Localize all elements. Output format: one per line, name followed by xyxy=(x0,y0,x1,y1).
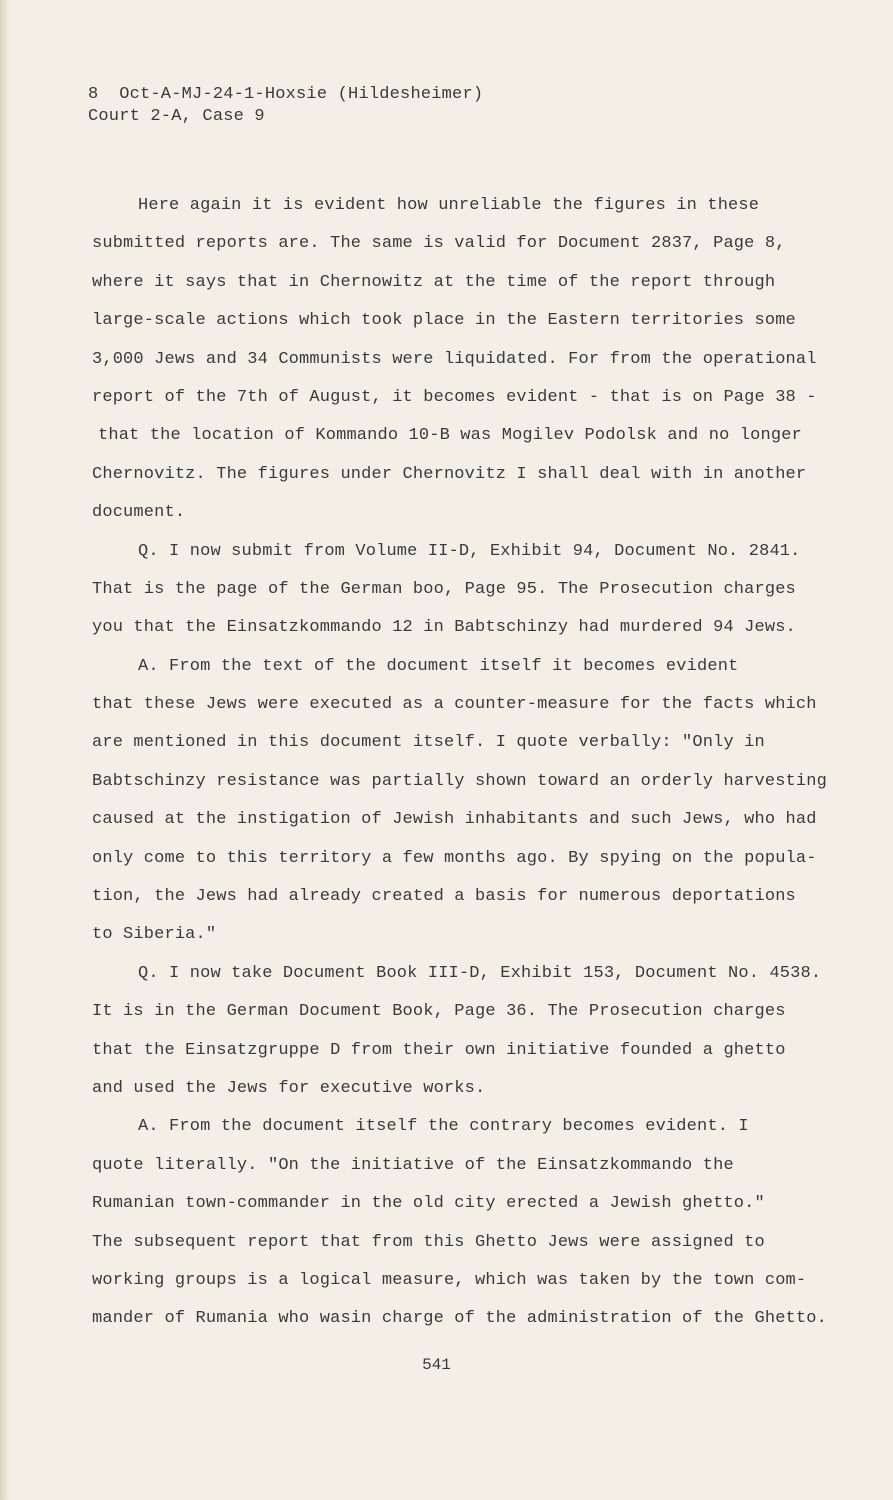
header-court-case: Court 2-A, Case 9 xyxy=(88,107,265,126)
text-line: document. xyxy=(92,503,186,523)
text-line: Q. I now submit from Volume II-D, Exhibit 94, Document No. 2841. xyxy=(138,541,801,561)
text-line: Chernovitz. The figures under Chernovitz I shall deal with in another xyxy=(92,464,807,484)
text-line: It is in the German Document Book, Page 36. The Prosecution charges xyxy=(92,1002,786,1022)
text-line: that the Einsatzgruppe D from their own initiative founded a ghetto xyxy=(92,1040,786,1060)
text-line: to Siberia." xyxy=(92,925,217,945)
text-line: Q. I now take Document Book III-D, Exhibit 153, Document No. 4538. xyxy=(138,963,822,983)
text-line: tion, the Jews had already created a basis for numerous deportations xyxy=(92,887,796,907)
text-line: That is the page of the German boo, Page 95. The Prosecution charges xyxy=(92,579,796,599)
text-line: where it says that in Chernowitz at the time of the report through xyxy=(92,272,776,292)
page-number xyxy=(0,1356,893,1374)
page-number-text: 541 xyxy=(422,1356,451,1374)
text-line: A. From the text of the document itself it becomes evident xyxy=(138,656,739,676)
text-line: Here again it is evident how unreliable the figures in these xyxy=(138,196,760,215)
text-line: caused at the instigation of Jewish inhabitants and such Jews, who had xyxy=(92,810,817,830)
text-line: you that the Einsatzkommando 12 in Babtschinzy had murdered 94 Jews. xyxy=(92,618,796,638)
text-line: quote literally. "On the initiative of the Einsatzkommando the xyxy=(92,1155,734,1175)
text-line: Babtschinzy resistance was partially shown toward an orderly harvesting xyxy=(92,771,827,791)
text-line: Rumanian town-commander in the old city erected a Jewish ghetto." xyxy=(92,1194,765,1214)
text-line: 3,000 Jews and 34 Communists were liquidated. For from the operational xyxy=(92,349,817,369)
text-line: mander of Rumania who wasin charge of the administration of the Ghetto. xyxy=(92,1309,827,1329)
text-line: working groups is a logical measure, which was taken by the town com- xyxy=(92,1270,807,1290)
text-line: large-scale actions which took place in the Eastern territories some xyxy=(92,311,796,331)
text-line: The subsequent report that from this Ghetto Jews were assigned to xyxy=(92,1232,765,1252)
text-line: A. From the document itself the contrary becomes evident. I xyxy=(138,1117,749,1137)
text-line: submitted reports are. The same is valid for Document 2837, Page 8, xyxy=(92,234,786,254)
document-header xyxy=(88,84,483,128)
text-line: that these Jews were executed as a counter-measure for the facts which xyxy=(92,695,817,715)
text-line: that the location of Kommando 10-B was Mogilev Podolsk and no longer xyxy=(98,426,802,446)
text-line: report of the 7th of August, it becomes evident - that is on Page 38 - xyxy=(92,387,817,407)
page-edge-shadow xyxy=(0,0,10,1500)
text-line: are mentioned in this document itself. I quote verbally: "Only in xyxy=(92,733,765,753)
text-line: only come to this territory a few months ago. By spying on the popula- xyxy=(92,848,817,868)
header-reference: 8 Oct-A-MJ-24-1-Hoxsie (Hildesheimer) xyxy=(88,85,484,104)
document-body xyxy=(92,194,827,1346)
text-line: and used the Jews for executive works. xyxy=(92,1078,486,1098)
